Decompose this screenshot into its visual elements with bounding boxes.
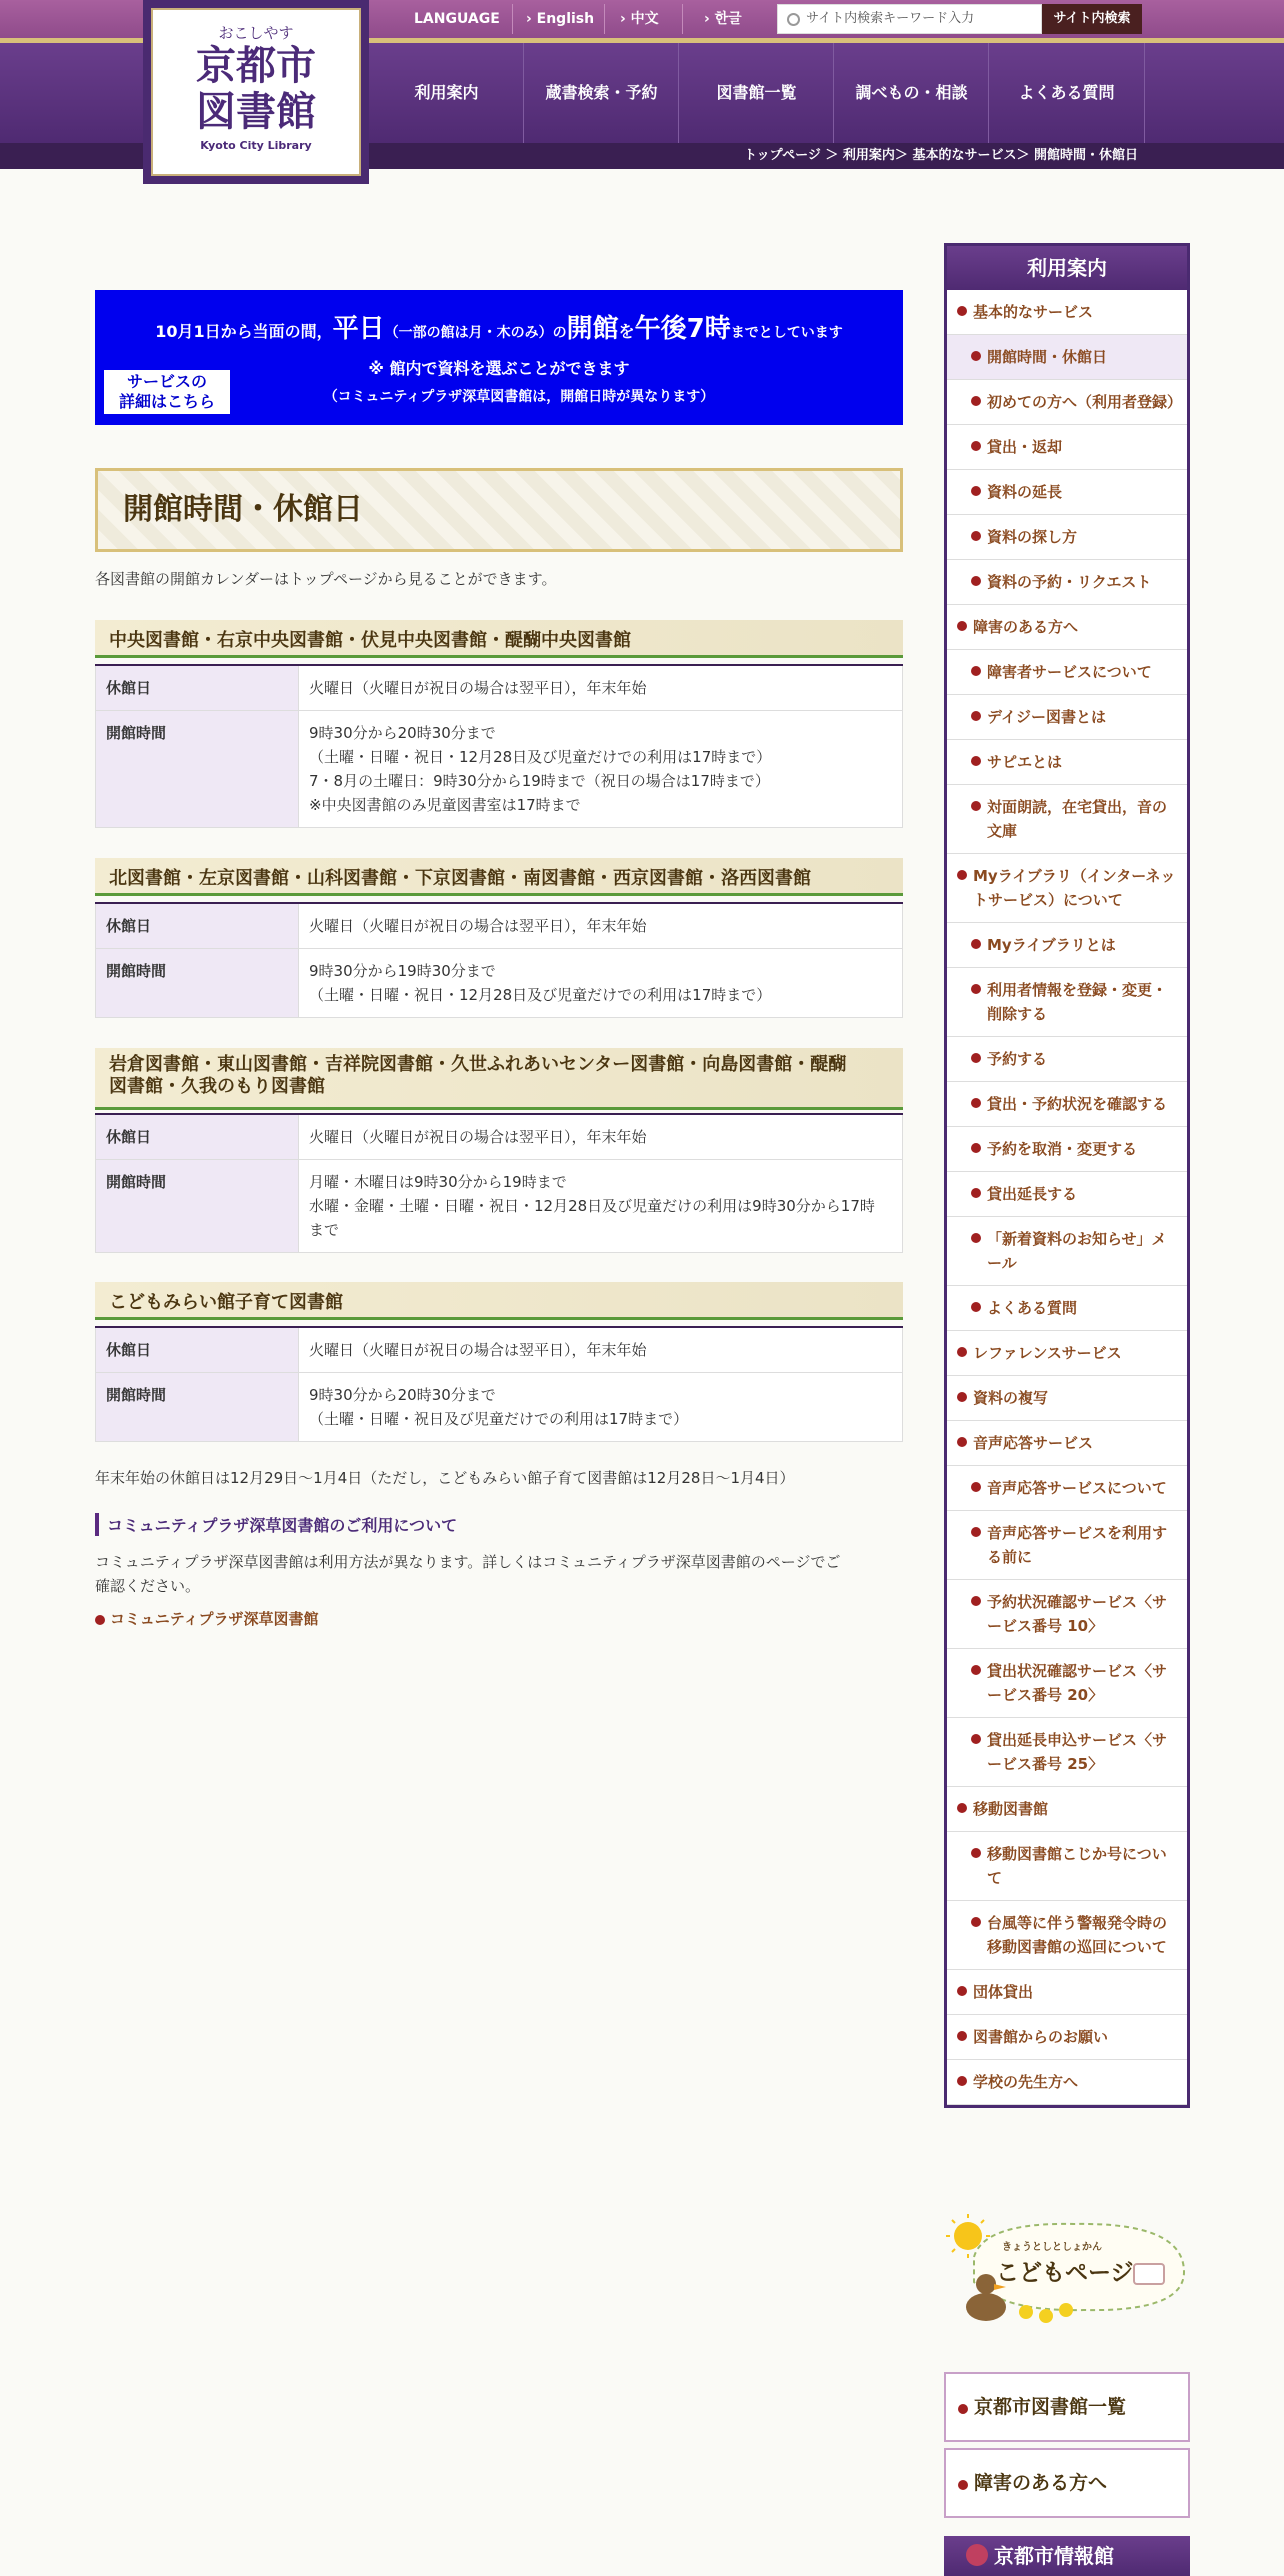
banner-text: 開館 (566, 314, 619, 344)
hours-value (299, 1160, 903, 1253)
chevron-right-icon (971, 1302, 981, 1312)
chevron-right-icon (971, 1596, 981, 1606)
table-row (96, 711, 903, 828)
sidebar-item[interactable] (947, 923, 1187, 968)
banner-text: （一部の館は月・木のみ）の (384, 325, 567, 341)
lang-korean-label: 한글 (714, 11, 742, 27)
lang-chinese-label: 中文 (630, 11, 659, 27)
lang-divider (512, 4, 513, 34)
chevron-right-icon (971, 1188, 981, 1198)
banner-line2: ※ 館内で資料を選ぶことができます (368, 359, 630, 378)
banner-button-line1: サービスの (126, 372, 207, 391)
banner-line3: （コミュニティプラザ深草図書館は，開館日時が異なります） (323, 389, 715, 405)
hours-line: まで (309, 1221, 340, 1239)
sidebar-item[interactable] (947, 2060, 1187, 2105)
nav-research[interactable]: 調べもの・相談 (833, 43, 989, 143)
sidebar-item[interactable] (947, 1466, 1187, 1511)
hours-line: 9時30分から19時30分まで (309, 962, 496, 980)
sidebar-item-label: デイジー図書とは (987, 708, 1106, 726)
banner-text: 午後7時 (634, 314, 731, 344)
chevron-right-icon (957, 1392, 967, 1402)
sidebar-item[interactable] (947, 1580, 1187, 1649)
closed-label: 休館日 (96, 1327, 299, 1373)
sidebar-item[interactable] (947, 695, 1187, 740)
sidebar-item[interactable] (947, 1376, 1187, 1421)
sidebar-item[interactable] (947, 380, 1187, 425)
hours-label: 開館時間 (96, 711, 299, 828)
hours-value (299, 711, 903, 828)
chevron-right-icon (957, 1347, 967, 1357)
breadcrumb-current: 開館時間・休館日 (1033, 148, 1138, 163)
hours-line: 7・8月の土曜日：9時30分から19時まで（祝日の場合は17時まで） (309, 772, 770, 790)
sidebar-item-label: 貸出延長申込サービス〈サービス番号 25〉 (987, 1731, 1168, 1773)
closed-label: 休館日 (96, 1114, 299, 1160)
sidebar-item-label: 初めての方へ（利用者登録） (987, 393, 1183, 411)
breadcrumb-usage[interactable]: 利用案内 (842, 148, 895, 163)
section-heading (95, 1048, 903, 1110)
section-heading: こどもみらい館子育て図書館 (95, 1282, 903, 1320)
sidebar-item[interactable] (947, 425, 1187, 470)
hours-table (95, 664, 903, 828)
sidebar-item-label: 貸出・返却 (987, 438, 1063, 456)
sidebar-item-label: 貸出延長する (987, 1185, 1078, 1203)
section-heading: 北図書館・左京図書館・山科図書館・下京図書館・南図書館・西京図書館・洛西図書館 (95, 858, 903, 896)
sidebar-item-label: 障害者サービスについて (987, 663, 1152, 681)
chevron-right-icon (971, 666, 981, 676)
closed-value: 火曜日（火曜日が祝日の場合は翌平日），年末年始 (299, 665, 903, 711)
logo-line1: 京都市 (196, 42, 316, 89)
hours-line: 9時30分から20時30分まで (309, 1386, 496, 1404)
lang-korean-link[interactable]: › 한글 (704, 11, 742, 27)
sidebar-item[interactable] (947, 1970, 1187, 2015)
sidebar-item-label: 音声応答サービス (973, 1434, 1094, 1452)
sidebar-item-label: 利用者情報を登録・変更・削除する (987, 981, 1168, 1023)
chevron-right-icon (971, 756, 981, 766)
intro-text: 各図書館の開館カレンダーはトップページから見ることができます。 (95, 570, 557, 588)
city-emblem-icon (966, 2544, 988, 2566)
kids-banner-title: こどもページ (996, 2260, 1134, 2286)
breadcrumb-basic[interactable]: 基本的なサービス (912, 148, 1017, 163)
search-icon (787, 13, 800, 26)
language-label: LANGUAGE (414, 11, 500, 27)
library-list-label: 京都市図書館一覧 (974, 2396, 1127, 2418)
chevron-right-icon (957, 870, 967, 880)
section-heading-line: 岩倉図書館・東山図書館・吉祥院図書館・久世ふれあいセンター図書館・向島図書館・醍醐 (109, 1054, 847, 1075)
fukakusa-text-line: コミュニティプラザ深草図書館は利用方法が異なります。詳しくはコミュニティプラザ深草図書館のページでご (95, 1553, 841, 1571)
sidebar-item-label: 障害のある方へ (973, 618, 1079, 636)
chevron-right-icon (971, 1233, 981, 1243)
chevron-right-icon (971, 486, 981, 496)
sidebar-item-label: 「新着資料のお知らせ」メール (987, 1230, 1167, 1272)
fukakusa-text (95, 1550, 841, 1598)
sidebar-menu (944, 243, 1190, 2108)
sidebar-item[interactable] (947, 650, 1187, 695)
sidebar-item[interactable] (947, 605, 1187, 650)
library-list-link[interactable] (944, 2372, 1190, 2442)
banner-text: 平日 (332, 314, 385, 344)
chevron-right-icon (971, 939, 981, 949)
sidebar-item-label: 移動図書館こじか号について (987, 1845, 1167, 1887)
kids-page-banner[interactable] (944, 2212, 1190, 2337)
kyoto-info-link[interactable] (944, 2536, 1190, 2576)
table-row (96, 903, 903, 949)
sidebar-item-label: 対面朗読，在宅貸出，音の文庫 (987, 798, 1168, 840)
logo-small: おこしやす (218, 24, 294, 42)
hours-line: 月曜・木曜日は9時30分から19時まで (309, 1173, 567, 1191)
fukakusa-link[interactable] (95, 1608, 319, 1629)
chevron-right-icon (958, 2404, 968, 2414)
closed-value: 火曜日（火曜日が祝日の場合は翌平日），年末年始 (299, 1114, 903, 1160)
sidebar-item-label: 音声応答サービスについて (987, 1479, 1167, 1497)
lang-divider (604, 4, 605, 34)
hours-value (299, 949, 903, 1018)
hours-table (95, 1326, 903, 1442)
sidebar-item[interactable] (947, 335, 1187, 380)
hours-label: 開館時間 (96, 1373, 299, 1442)
sidebar-item[interactable] (947, 1511, 1187, 1580)
lang-chinese-link[interactable]: › 中文 (620, 11, 659, 27)
hours-line: （土曜・日曜・祝日及び児童だけでの利用は17時まで） (309, 1410, 689, 1428)
breadcrumb: トップページ ＞ 利用案内＞ 基本的なサービス＞ 開館時間・休館日 (743, 148, 1138, 163)
hours-line: （土曜・日曜・祝日・12月28日及び児童だけでの利用は17時まで） (309, 986, 772, 1004)
nav-usage-guide[interactable]: 利用案内 (414, 83, 479, 102)
sidebar-item-label: 移動図書館 (973, 1800, 1049, 1818)
nav-catalog-search[interactable]: 蔵書検索・予約 (523, 43, 679, 143)
chevron-right-icon (95, 1615, 105, 1625)
sidebar-item[interactable] (947, 1331, 1187, 1376)
sidebar-item-label: 資料の延長 (987, 483, 1063, 501)
sidebar-item[interactable] (947, 854, 1187, 923)
table-row (96, 1160, 903, 1253)
table-row (96, 1373, 903, 1442)
section-heading-line: 図書館・久我のもり図書館 (109, 1076, 325, 1097)
closed-value: 火曜日（火曜日が祝日の場合は翌平日），年末年始 (299, 1327, 903, 1373)
sidebar-item-label: Myライブラリ（インターネットサービス）について (973, 867, 1176, 909)
sidebar-item[interactable] (947, 1217, 1187, 1286)
breadcrumb-home[interactable]: トップページ (743, 148, 821, 163)
sidebar-item[interactable] (947, 515, 1187, 560)
sidebar-item[interactable] (947, 1901, 1187, 1970)
sidebar-item-label: 貸出状況確認サービス〈サービス番号 20〉 (987, 1662, 1168, 1704)
search-placeholder: サイト内検索キーワード入力 (806, 11, 975, 26)
sidebar-item-label: 資料の探し方 (987, 528, 1078, 546)
hours-table (95, 902, 903, 1018)
sidebar-item[interactable] (947, 1718, 1187, 1787)
sidebar-item-label: Myライブラリとは (987, 936, 1116, 954)
table-row (96, 1114, 903, 1160)
lang-english-label: English (536, 11, 595, 27)
sidebar-title: 利用案内 (947, 246, 1187, 290)
chevron-right-icon (971, 396, 981, 406)
sidebar-item[interactable] (947, 1082, 1187, 1127)
chevron-right-icon (957, 1437, 967, 1447)
fukakusa-link-label: コミュニティプラザ深草図書館 (110, 1610, 319, 1628)
sidebar-item-label: 団体貸出 (973, 1983, 1034, 2001)
disability-link[interactable] (944, 2448, 1190, 2518)
chevron-right-icon (957, 621, 967, 631)
sidebar-item[interactable] (947, 1172, 1187, 1217)
sidebar-item[interactable] (947, 470, 1187, 515)
table-row (96, 665, 903, 711)
chevron-right-icon (971, 1734, 981, 1744)
page-title-box (95, 468, 903, 552)
kyoto-info-label: 京都市情報館 (994, 2544, 1114, 2568)
sidebar-item[interactable] (947, 290, 1187, 335)
sidebar-item[interactable] (947, 560, 1187, 605)
notice-banner[interactable] (95, 290, 903, 425)
sidebar-item-label: 資料の予約・リクエスト (987, 573, 1152, 591)
sidebar-item[interactable] (947, 785, 1187, 854)
chevron-right-icon (957, 2076, 967, 2086)
banner-button-line2: 詳細はこちら (118, 392, 215, 411)
sidebar-item-label: 音声応答サービスを利用する前に (987, 1524, 1168, 1566)
sidebar-item-label: 予約を取消・変更する (987, 1140, 1138, 1158)
fukakusa-heading: コミュニティプラザ深草図書館のご利用について (95, 1513, 457, 1536)
chevron-right-icon (971, 1143, 981, 1153)
banner-text: までとしています (730, 325, 843, 341)
section-heading: 中央図書館・右京中央図書館・伏見中央図書館・醍醐中央図書館 (95, 620, 903, 658)
chevron-right-icon (971, 1527, 981, 1537)
table-row (96, 1327, 903, 1373)
chevron-right-icon (971, 1053, 981, 1063)
chevron-right-icon (971, 441, 981, 451)
sidebar-item-label: 開館時間・休館日 (987, 348, 1108, 366)
hours-line: ※中央図書館のみ児童図書室は17時まで (309, 796, 581, 814)
sidebar-item[interactable] (947, 2015, 1187, 2060)
sidebar-item[interactable] (947, 1649, 1187, 1718)
hours-label: 開館時間 (96, 949, 299, 1018)
sidebar-item-label: 貸出・予約状況を確認する (987, 1095, 1168, 1113)
chevron-right-icon (971, 531, 981, 541)
sidebar-item-label: 台風等に伴う警報発令時の移動図書館の巡回について (987, 1914, 1168, 1956)
fukakusa-text-line: 確認ください。 (95, 1577, 201, 1595)
chevron-right-icon (957, 1986, 967, 1996)
sidebar-item-label: サピエとは (987, 753, 1063, 771)
banner-text: 10月1日から当面の間， (155, 322, 333, 341)
service-details-button[interactable] (104, 370, 230, 414)
sidebar-item[interactable] (947, 1787, 1187, 1832)
hours-value (299, 1373, 903, 1442)
closed-label: 休館日 (96, 903, 299, 949)
sidebar-item-label: レファレンスサービス (973, 1344, 1122, 1362)
nav-faq[interactable]: よくある質問 (988, 43, 1145, 143)
logo-en: Kyoto City Library (200, 139, 312, 152)
hours-line: 水曜・金曜・土曜・日曜・祝日・12月28日及び児童だけの利用は9時30分から17時 (309, 1197, 875, 1215)
chevron-right-icon (971, 1848, 981, 1858)
sidebar-item-label: よくある質問 (987, 1299, 1078, 1317)
chevron-right-icon (971, 801, 981, 811)
kids-banner-small: きょうとしとしょかん (1002, 2242, 1102, 2253)
hours-line: （土曜・日曜・祝日・12月28日及び児童だけでの利用は17時まで） (309, 748, 772, 766)
nav-library-list[interactable]: 図書館一覧 (678, 43, 834, 143)
new-year-note: 年末年始の休館日は12月29日～1月4日（ただし，こどもみらい館子育て図書館は12月28日～1月4日） (95, 1469, 795, 1487)
chevron-right-icon (971, 576, 981, 586)
lang-english-link[interactable]: › English (526, 11, 595, 27)
chevron-right-icon (957, 306, 967, 316)
banner-text: を (618, 322, 635, 341)
sidebar-item[interactable] (947, 1832, 1187, 1901)
chevron-right-icon (971, 1098, 981, 1108)
sidebar-item-label: 予約する (987, 1050, 1048, 1068)
sidebar-item[interactable] (947, 1421, 1187, 1466)
sidebar-item-label: 図書館からのお願い (973, 2028, 1109, 2046)
chevron-right-icon (971, 351, 981, 361)
site-logo[interactable] (143, 0, 369, 184)
search-input[interactable] (777, 4, 1042, 34)
chevron-right-icon (971, 984, 981, 994)
sidebar-item-label: 基本的なサービス (973, 303, 1094, 321)
sidebar-item-label: 資料の複写 (973, 1389, 1049, 1407)
sidebar-item-label: 予約状況確認サービス〈サービス番号 10〉 (987, 1593, 1168, 1635)
hours-label: 開館時間 (96, 1160, 299, 1253)
chevron-right-icon (957, 2031, 967, 2041)
banner-line1 (95, 308, 903, 345)
closed-label: 休館日 (96, 665, 299, 711)
closed-value: 火曜日（火曜日が祝日の場合は翌平日），年末年始 (299, 903, 903, 949)
sidebar-item[interactable] (947, 968, 1187, 1037)
sidebar-item[interactable] (947, 740, 1187, 785)
sidebar-item[interactable] (947, 1127, 1187, 1172)
hours-table (95, 1113, 903, 1253)
chevron-right-icon (957, 1803, 967, 1813)
chevron-right-icon (971, 711, 981, 721)
search-button[interactable]: サイト内検索 (1042, 4, 1142, 34)
disability-label: 障害のある方へ (974, 2472, 1108, 2494)
chevron-right-icon (971, 1665, 981, 1675)
table-row (96, 949, 903, 1018)
lang-divider (682, 4, 683, 34)
hours-line: 9時30分から20時30分まで (309, 724, 496, 742)
chevron-right-icon (971, 1482, 981, 1492)
page-title: 開館時間・休館日 (123, 492, 363, 527)
sidebar-item[interactable] (947, 1037, 1187, 1082)
chevron-right-icon (971, 1917, 981, 1927)
sidebar-item[interactable] (947, 1286, 1187, 1331)
logo-line2: 図書館 (196, 88, 316, 135)
chevron-right-icon (958, 2480, 968, 2490)
sidebar-item-label: 学校の先生方へ (973, 2073, 1079, 2091)
